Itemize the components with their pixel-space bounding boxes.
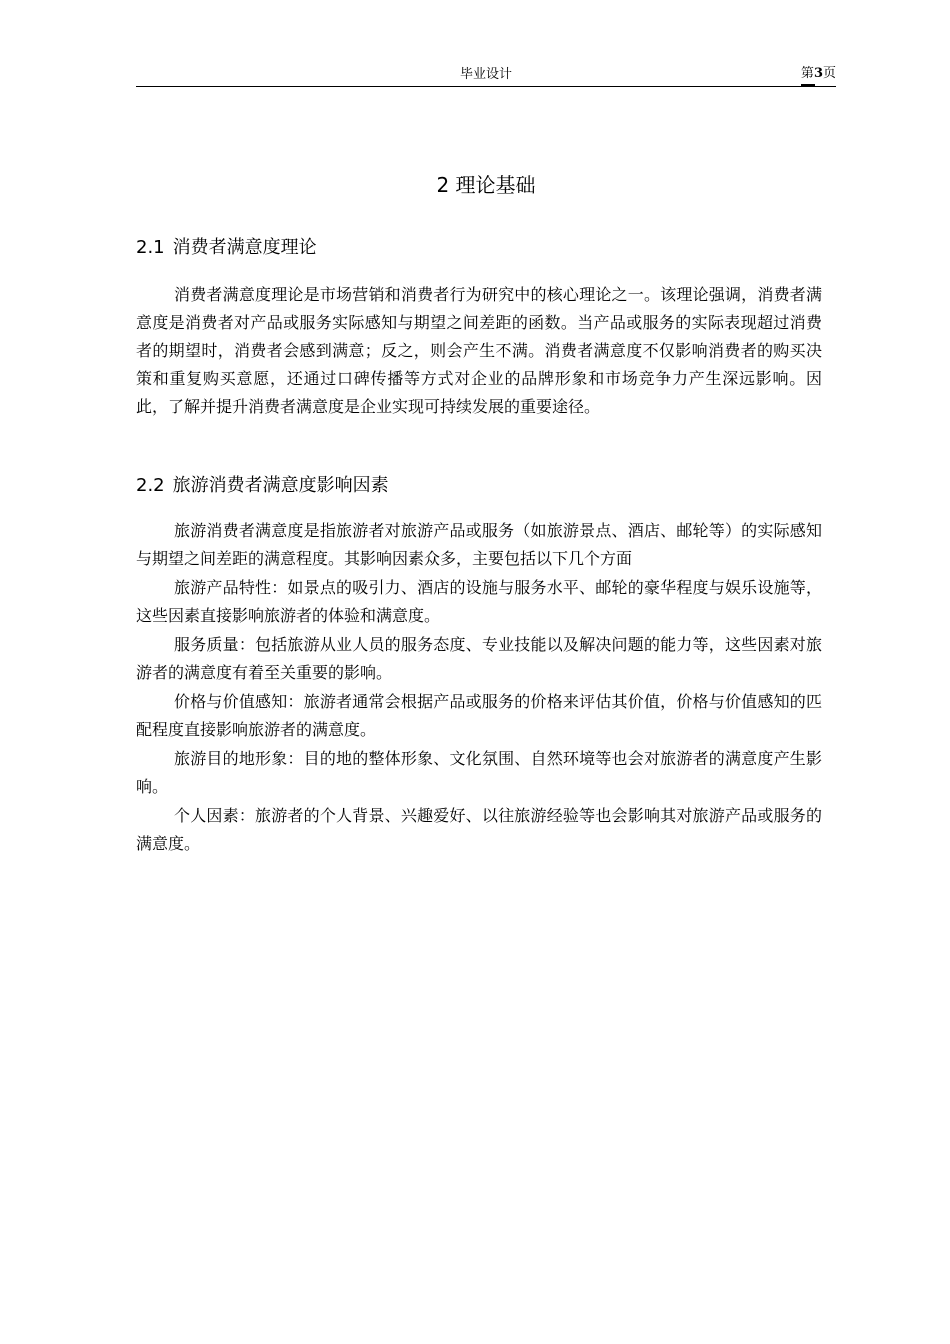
section-title: 旅游消费者满意度影响因素 (172, 475, 389, 496)
section-heading-2-2 (136, 474, 389, 498)
section-number: 2.1 (136, 237, 165, 258)
paragraph-service-quality: 服务质量：包括旅游从业人员的服务态度、专业技能以及解决问题的能力等，这些因素对旅游者的满意度有着至关重要的影响。 (136, 635, 822, 682)
page-number-underline (801, 84, 815, 86)
paragraph-personal-factors: 个人因素：旅游者的个人背景、兴趣爱好、以往旅游经验等也会影响其对旅游产品或服务的满意度。 (136, 806, 822, 853)
page-header (136, 64, 836, 87)
section-title: 消费者满意度理论 (172, 237, 317, 258)
section-number: 2.2 (136, 475, 165, 496)
paragraph-price-value: 价格与价值感知：旅游者通常会根据产品或服务的价格来评估其价值，价格与价值感知的匹配程度直接影响旅游者的满意度。 (136, 692, 822, 739)
chapter-title: 2 理论基础 (436, 173, 536, 197)
paragraph-destination-image: 旅游目的地形象：目的地的整体形象、文化氛围、自然环境等也会对旅游者的满意度产生影响。 (136, 749, 822, 796)
paragraph-satisfaction-theory: 消费者满意度理论是市场营销和消费者行为研究中的核心理论之一。该理论强调，消费者满意度是消费者对产品或服务实际感知与期望之间差距的函数。当产品或服务的实际表现超过消费者的期望时，消费者会感到满意；反之，则会产生不满。消费者满意度不仅影响消费者的购买决策和重复购买意愿，还通过口碑传播等方式对企业的品牌形象和市场竞争力产生深远影响。因此，了解并提升消费者满意度是企业实现可持续发展的重要途径。 (136, 285, 822, 416)
header-title: 毕业设计 (459, 67, 512, 82)
paragraph-product-features: 旅游产品特性：如景点的吸引力、酒店的设施与服务水平、邮轮的豪华程度与娱乐设施等，这些因素直接影响旅游者的体验和满意度。 (136, 578, 822, 625)
paragraph-tourism-satisfaction: 旅游消费者满意度是指旅游者对旅游产品或服务（如旅游景点、酒店、邮轮等）的实际感知与期望之间差距的满意程度。其影响因素众多，主要包括以下几个方面 (136, 521, 822, 568)
page-number: 3 (813, 66, 823, 81)
header-page-number (801, 66, 836, 82)
section-heading-2-1 (136, 236, 317, 260)
page-prefix: 第 (800, 66, 814, 81)
page-suffix: 页 (822, 66, 836, 81)
